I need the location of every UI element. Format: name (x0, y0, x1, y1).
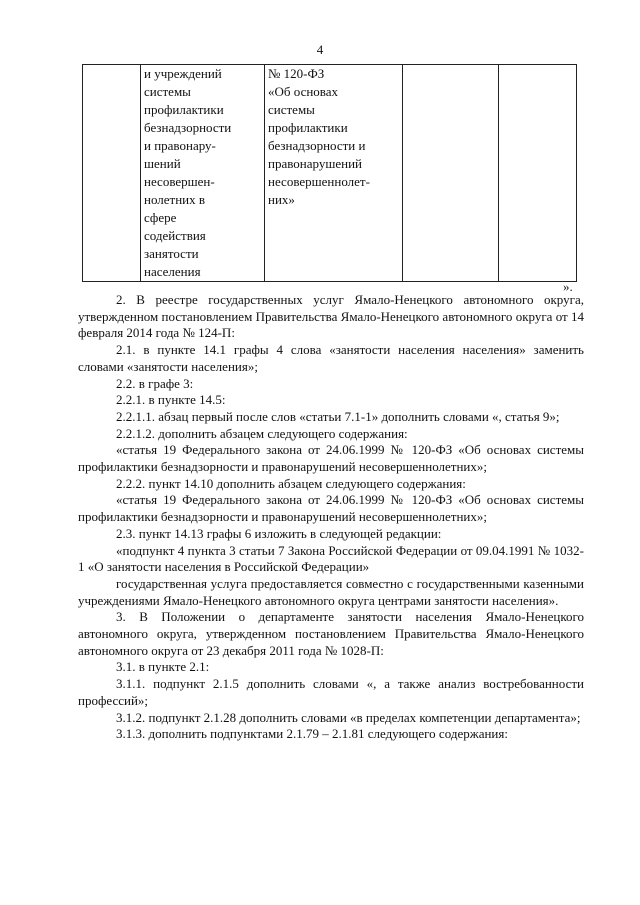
document-body (78, 292, 584, 743)
page-number: 4 (316, 42, 324, 57)
table-cell-5 (499, 65, 577, 282)
paragraph-quote-2: «статья 19 Федерального закона от 24.06.1999 № 120-ФЗ «Об основах системы профилактики безнадзорности и правонарушений несовершеннолетних»; (78, 492, 584, 525)
table-cell-2: и учреждений системы профилактики безнадзорности и правонару- шений несовершен- нолетних в сфере содействия занятости населения (141, 65, 265, 282)
paragraph-3-1-2: 3.1.2. подпункт 2.1.28 дополнить словами «в пределах компетенции департамента»; (116, 709, 581, 725)
paragraph-2-1: 2.1. в пункте 14.1 графы 4 слова «занятости населения населения» заменить словами «занятости населения»; (78, 342, 584, 374)
paragraph-3-1-3: 3.1.3. дополнить подпунктами 2.1.79 – 2.1.81 следующего содержания: (116, 726, 508, 742)
table-cell-4 (403, 65, 499, 282)
paragraph-3-1: 3.1. в пункте 2.1: (116, 659, 210, 675)
paragraph-quote-1: «статья 19 Федерального закона от 24.06.1999 № 120-ФЗ «Об основах системы профилактики безнадзорности и правонарушений несовершеннолетних»; (78, 442, 584, 475)
paragraph-quote-3-cont: государственная услуга предоставляется совместно с государственными казенными учреждениями Ямало-Ненецкого автономного округа центрами занятости населения». (78, 575, 584, 608)
paragraph-2-2-1-2: 2.2.1.2. дополнить абзацем следующего содержания: (116, 425, 408, 441)
table-cell-3: № 120-ФЗ «Об основах системы профилактики безнадзорности и правонарушений несовершеннолет- них» (265, 65, 403, 282)
paragraph-2-3: 2.3. пункт 14.13 графы 6 изложить в следующей редакции: (116, 525, 442, 541)
paragraph-3-1-1: 3.1.1. подпункт 2.1.5 дополнить словами «, а также анализ востребованности профессий»; (78, 676, 584, 708)
table-cell-1 (83, 65, 141, 282)
amendment-table (82, 64, 577, 282)
paragraph-2: 2. В реестре государственных услуг Ямало-Ненецкого автономного округа, утвержденном постановлением Правительства Ямало-Ненецкого автономного округа от 14 февраля 2014 года № 124-П: (78, 292, 584, 341)
paragraph-2-2-2: 2.2.2. пункт 14.10 дополнить абзацем следующего содержания: (116, 475, 466, 491)
paragraph-2-2-1: 2.2.1. в пункте 14.5: (116, 392, 226, 408)
paragraph-2-2-1-1: 2.2.1.1. абзац первый после слов «статьи 7.1-1» дополнить словами «, статья 9»; (116, 408, 560, 424)
paragraph-2-2: 2.2. в графе 3: (116, 375, 194, 391)
paragraph-quote-3: «подпункт 4 пункта 3 статьи 7 Закона Российской Федерации от 09.04.1991 № 1032-1 «О занятости населения в Российской Федерации» (78, 542, 584, 575)
paragraph-3: 3. В Положении о департаменте занятости населения Ямало-Ненецкого автономного округа, утвержденном постановлением Правительства Ямало-Ненецкого автономного округа от 23 декабря 2011 года № 1028-П: (78, 609, 584, 658)
table-row (83, 65, 577, 282)
table-closing-mark: ». (563, 279, 573, 294)
